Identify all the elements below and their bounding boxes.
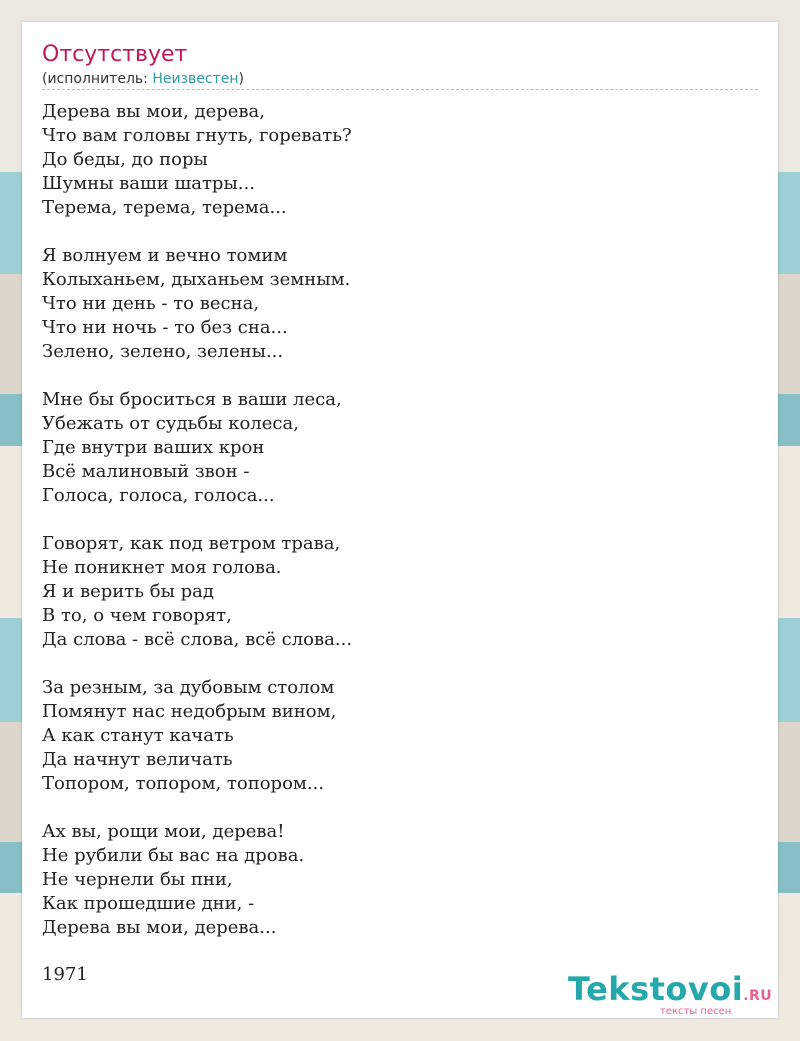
lyric-line: Не рубили бы вас на дрова. — [42, 845, 305, 866]
performer-suffix: ) — [238, 71, 244, 87]
lyric-line: Не поникнет моя голова. — [42, 557, 282, 578]
stanza — [42, 100, 352, 220]
lyric-line: Дерева вы мои, дерева... — [42, 917, 277, 938]
song-year: 1971 — [42, 964, 88, 985]
title-divider — [42, 89, 758, 90]
lyric-line: Зелено, зелено, зелены... — [42, 341, 284, 362]
lyric-line: Я волнуем и вечно томим — [42, 245, 288, 266]
performer-link[interactable]: Неизвестен — [152, 71, 239, 87]
stanza — [42, 388, 352, 508]
logo-domain: .RU — [743, 988, 773, 1004]
lyric-line: Где внутри ваших крон — [42, 437, 265, 458]
lyric-line: Убежать от судьбы колеса, — [42, 413, 299, 434]
lyric-line: Я и верить бы рад — [42, 581, 214, 602]
song-title: Отсутствует — [42, 42, 188, 67]
stanza — [42, 676, 352, 796]
performer-prefix: (исполнитель: — [42, 71, 153, 87]
lyric-line: Что ни день - то весна, — [42, 293, 260, 314]
lyric-line: Говорят, как под ветром трава, — [42, 533, 341, 554]
lyric-line: Топором, топором, топором... — [42, 773, 325, 794]
lyric-line: Помянут нас недобрым вином, — [42, 701, 337, 722]
stanza — [42, 244, 352, 364]
performer-line — [42, 71, 244, 87]
stanza — [42, 532, 352, 652]
lyric-line: Мне бы броситься в ваши леса, — [42, 389, 342, 410]
lyric-line: Терема, терема, терема... — [42, 197, 287, 218]
lyric-line: Не чернели бы пни, — [42, 869, 233, 890]
lyric-line: Что ни ночь - то без сна... — [42, 317, 288, 338]
lyrics-card — [22, 22, 778, 1018]
logo-name: Tekstovoi — [568, 970, 744, 1008]
site-logo[interactable] — [568, 972, 778, 1018]
lyric-line: Голоса, голоса, голоса... — [42, 485, 275, 506]
lyrics-body — [42, 100, 352, 964]
lyric-line: За резным, за дубовым столом — [42, 677, 335, 698]
lyric-line: Шумны ваши шатры... — [42, 173, 255, 194]
lyric-line: Как прошедшие дни, - — [42, 893, 255, 914]
lyric-line: Ах вы, рощи мои, дерева! — [42, 821, 285, 842]
lyric-line: Всё малиновый звон - — [42, 461, 250, 482]
lyric-line: Что вам головы гнуть, горевать? — [42, 125, 352, 146]
lyric-line: В то, о чем говорят, — [42, 605, 232, 626]
lyric-line: Да слова - всё слова, всё слова... — [42, 629, 353, 650]
lyric-line: До беды, до поры — [42, 149, 208, 170]
lyric-line: Да начнут величать — [42, 749, 233, 770]
lyric-line: Колыханьем, дыханьем земным. — [42, 269, 351, 290]
lyric-line: Дерева вы мои, дерева, — [42, 101, 266, 122]
logo-tagline: тексты песен — [660, 1006, 732, 1017]
lyric-line: А как станут качать — [42, 725, 234, 746]
stanza — [42, 820, 352, 940]
